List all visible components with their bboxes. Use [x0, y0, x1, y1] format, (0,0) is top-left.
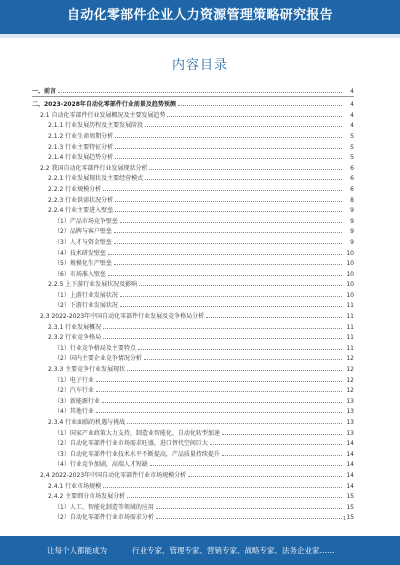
toc-entry[interactable]	[32, 437, 354, 448]
toc-entry[interactable]	[32, 394, 354, 405]
toc-entry-page: 9	[350, 207, 354, 215]
toc-entry[interactable]	[32, 214, 354, 225]
toc-divider	[32, 96, 354, 97]
toc-entry-label: （1）产品市场竞争壁垒	[54, 217, 118, 225]
toc-leader-dots	[114, 231, 342, 233]
toc-entry[interactable]	[32, 384, 354, 395]
toc-entry-label: 2.4.1 行业市场规模	[48, 482, 102, 490]
toc-entry-page: 13	[346, 429, 354, 437]
toc-entry-page: 4	[350, 111, 354, 119]
toc-entry[interactable]	[32, 98, 354, 109]
toc-entry-label: 2.3.3 主要竞争行业发展现状	[48, 366, 126, 374]
toc-entry-page: 12	[346, 366, 354, 374]
toc-entry[interactable]	[32, 352, 354, 363]
toc-entry-label: （1）电子行业	[54, 376, 94, 384]
toc-leader-dots	[102, 401, 342, 403]
toc-entry[interactable]	[32, 490, 354, 501]
toc-leader-dots	[222, 433, 342, 435]
toc-entry-label: （4）行业竞争加剧，高端人才短缺	[54, 461, 148, 469]
toc-leader-dots	[206, 316, 342, 318]
toc-leader-dots	[115, 200, 342, 202]
toc-entry-page: 4	[350, 122, 354, 130]
toc-leader-dots	[210, 443, 342, 445]
toc-entry-label: 2.1.1 行业发展历程及主要发展阶段	[48, 122, 144, 130]
footer-slogan: 让每个人都能成为	[47, 546, 107, 555]
toc-entry-page: 5	[350, 143, 354, 151]
toc-entry-label: （3）自动化零部件行业技术水平不断提高，产品质量持续提升	[54, 450, 220, 458]
toc-entry-page: 11	[346, 323, 354, 331]
toc-entry-label: （4）技术研发壁垒	[54, 249, 106, 257]
toc-entry-page: 6	[350, 164, 354, 172]
toc-entry-page: 14	[346, 482, 354, 490]
toc-entry-page: 13	[346, 419, 354, 426]
toc-entry-page: 4	[350, 87, 354, 95]
toc-entry-page: 11	[346, 302, 354, 310]
toc-leader-dots	[222, 454, 342, 456]
toc-entry[interactable]	[32, 362, 354, 373]
toc-entry-label: 2.1.2 行业生命周期分析	[48, 132, 114, 140]
toc-leader-dots	[188, 475, 342, 477]
toc-entry-page: 15	[346, 503, 354, 511]
toc-entry-page: 9	[350, 217, 354, 225]
toc-entry-page: 4	[350, 101, 354, 109]
toc-entry[interactable]	[32, 225, 354, 236]
toc-entry-label: 2.2.4 行业主要进入壁垒	[48, 207, 114, 215]
toc-entry-label: （2）自动化零部件行业市场需求旺盛，进口替代空间巨大	[54, 440, 208, 448]
toc-leader-dots	[96, 411, 342, 413]
toc-entry[interactable]	[32, 468, 354, 479]
toc-leader-dots	[167, 115, 342, 117]
toc-leader-dots	[114, 263, 342, 265]
toc-entry-page: 15	[346, 514, 354, 522]
toc-leader-dots	[149, 168, 342, 170]
toc-entry[interactable]	[32, 479, 354, 490]
toc-entry-page: 13	[346, 408, 354, 416]
toc-leader-dots	[139, 284, 342, 286]
toc-entry-label: （2）国内主要企业竞争情况分析	[54, 355, 142, 363]
toc-leader-dots	[156, 517, 342, 519]
toc-leader-dots	[127, 422, 342, 424]
toc-entry[interactable]	[32, 309, 354, 320]
toc-leader-dots	[114, 242, 342, 244]
toc-leader-dots	[115, 136, 342, 138]
toc-entry-label: 2.1.3 行业主要特征分析	[48, 143, 114, 151]
toc-title: 内容目录	[171, 58, 228, 73]
toc-entry-page: 13	[346, 397, 354, 405]
toc-leader-dots	[108, 274, 342, 276]
toc-entry[interactable]	[32, 182, 354, 193]
toc-entry-page: 5	[350, 132, 354, 140]
footer-roles: 行业专家、管理专家、营销专家、战略专家、法务企业家……	[132, 546, 335, 555]
toc-entry-label: 一、前言	[32, 87, 57, 95]
toc-entry-page: 6	[350, 185, 354, 193]
toc-entry[interactable]	[32, 119, 354, 130]
toc-entry-label: （6）市场准入壁垒	[54, 270, 106, 278]
toc-entry-label: 2.4.2 主要细分市场发展分析	[48, 493, 126, 501]
toc-entry[interactable]	[32, 235, 354, 246]
toc-leader-dots	[103, 189, 342, 191]
toc-entry-label: （1）国家产业政策大力支持，制造业智能化、自动化转型加速	[54, 429, 220, 437]
toc-entry-label: 2.2.3 行业供需状况分析	[48, 196, 114, 204]
toc-entry-page: 11	[346, 313, 354, 321]
toc-entry[interactable]	[32, 341, 354, 352]
report-title: 自动化零部件企业人力资源管理策略研究报告	[66, 8, 333, 23]
toc-entry-page: 10	[346, 291, 354, 299]
toc-entry[interactable]	[32, 331, 354, 342]
toc-entry[interactable]	[32, 415, 354, 426]
toc-entry[interactable]	[32, 320, 354, 331]
toc-entry-page: 12	[346, 387, 354, 395]
toc-entry[interactable]	[32, 151, 354, 162]
toc-entry-page: 12	[346, 355, 354, 363]
toc-entry-label: 2.3.1 行业发展概况	[48, 323, 102, 331]
toc-entry[interactable]	[32, 458, 354, 469]
toc-entry-label: （2）品牌与客户壁垒	[54, 228, 112, 236]
toc-leader-dots	[120, 295, 342, 297]
toc-entry[interactable]	[32, 500, 354, 511]
toc-leader-dots	[156, 507, 342, 509]
toc-entry-page: 11	[346, 334, 354, 342]
toc-entry[interactable]	[32, 257, 354, 268]
toc-entry[interactable]	[32, 405, 354, 416]
toc-entry-label: 2.4 2022-2023年中国自动化零部件行业市场规模分析	[40, 471, 187, 479]
toc-leader-dots	[115, 147, 342, 149]
toc-entry[interactable]	[32, 447, 354, 458]
toc-entry[interactable]	[32, 161, 354, 172]
toc-entry[interactable]	[32, 426, 354, 437]
toc-entry-label: （5）规模化生产壁垒	[54, 260, 112, 268]
toc-entry-label: 2.3 2022-2023年中国自动化零部件行业发展及竞争格局分析	[40, 313, 205, 321]
toc-entry[interactable]	[32, 108, 354, 119]
toc-leader-dots	[127, 369, 342, 371]
page-number: 1	[343, 516, 347, 522]
toc-entry-label: （3）人才与资金壁垒	[54, 238, 112, 246]
toc-entry-label: （1）行业竞争格局及主要特点	[54, 344, 136, 352]
toc-entry-page: 9	[350, 238, 354, 246]
toc-entry-label: 2.3.4 行业面临的机遇与挑战	[48, 419, 126, 426]
toc-entry-label: （2）自动化零部件行业市场需求分析	[54, 514, 154, 522]
toc-leader-dots	[103, 327, 342, 329]
toc-entry[interactable]	[32, 193, 354, 204]
toc-leader-dots	[103, 337, 342, 339]
toc-entry-page: 14	[346, 471, 354, 479]
toc-entry-label: 2.3.2 行业竞争格局	[48, 334, 102, 342]
toc-entry[interactable]	[32, 267, 354, 278]
toc-entry-label: 2.2 我国自动化零部件行业发展现状分析	[40, 164, 148, 172]
toc-leader-dots	[108, 253, 342, 255]
toc-leader-dots	[145, 125, 342, 127]
toc-leader-dots	[120, 221, 342, 223]
toc-entry-page: 10	[346, 260, 354, 268]
toc-entry-label: 2.1 自动化零部件行业发展概况及主要发展趋势	[40, 111, 166, 119]
toc-entry[interactable]	[32, 511, 354, 522]
header-stripe	[0, 34, 400, 38]
toc-entry[interactable]	[32, 373, 354, 384]
toc-leader-dots	[127, 496, 342, 498]
toc-entry-page: 6	[350, 175, 354, 183]
toc-entry-label: （1）人工、智能化制造等领域的应用	[54, 503, 154, 511]
toc-entry-page: 14	[346, 440, 354, 448]
toc-entry-label: （3）新能源行业	[54, 397, 100, 405]
toc-leader-dots	[145, 178, 342, 180]
toc-entry-page: 14	[346, 450, 354, 458]
toc-entry-label: （1）上游行业发展状况	[54, 291, 118, 299]
footer-bar	[0, 536, 400, 565]
toc-entry[interactable]	[32, 299, 354, 310]
toc-entry-label: 2.2.1 行业发展现状及主要经营模式	[48, 175, 144, 183]
toc-entry-page: 9	[350, 228, 354, 236]
toc-entry[interactable]	[32, 278, 354, 289]
toc-leader-dots	[103, 486, 342, 488]
toc-entry-label: （2）汽车行业	[54, 387, 94, 395]
toc-entry-page: 8	[350, 196, 354, 204]
toc-leader-dots	[138, 348, 342, 350]
toc-entry[interactable]	[32, 84, 354, 95]
toc-entry[interactable]	[32, 129, 354, 140]
toc-entry-page: 15	[346, 493, 354, 501]
toc-leader-dots	[115, 210, 342, 212]
toc-entry[interactable]	[32, 288, 354, 299]
table-of-contents	[32, 84, 354, 521]
toc-entry-page: 10	[346, 281, 354, 289]
toc-entry-label: 2.2.2 行业规模分析	[48, 185, 102, 193]
toc-entry[interactable]	[32, 246, 354, 257]
toc-entry-page: 10	[346, 270, 354, 278]
toc-leader-dots	[115, 157, 342, 159]
toc-leader-dots	[96, 380, 342, 382]
toc-entry-page: 12	[346, 376, 354, 384]
toc-entry[interactable]	[32, 140, 354, 151]
toc-entry-label: 二、2023-2028年自动化零部件行业前景及趋势预测	[32, 101, 176, 109]
toc-leader-dots	[150, 464, 342, 466]
toc-entry[interactable]	[32, 172, 354, 183]
toc-entry-label: （4）其他行业	[54, 408, 94, 416]
toc-leader-dots	[178, 104, 342, 106]
toc-entry[interactable]	[32, 204, 354, 215]
toc-entry-label: （2）下游行业发展状况	[54, 302, 118, 310]
toc-leader-dots	[96, 390, 342, 392]
toc-entry-page: 10	[346, 249, 354, 257]
toc-entry-label: 2.2.5 上下游行业发展状况及影响	[48, 281, 138, 289]
toc-entry-page: 11	[346, 344, 354, 352]
toc-leader-dots	[144, 358, 342, 360]
toc-leader-dots	[58, 91, 342, 93]
toc-entry-label: 2.1.4 行业发展趋势分析	[48, 154, 114, 162]
toc-entry-page: 14	[346, 461, 354, 469]
toc-leader-dots	[120, 305, 342, 307]
toc-entry-page: 5	[350, 154, 354, 162]
